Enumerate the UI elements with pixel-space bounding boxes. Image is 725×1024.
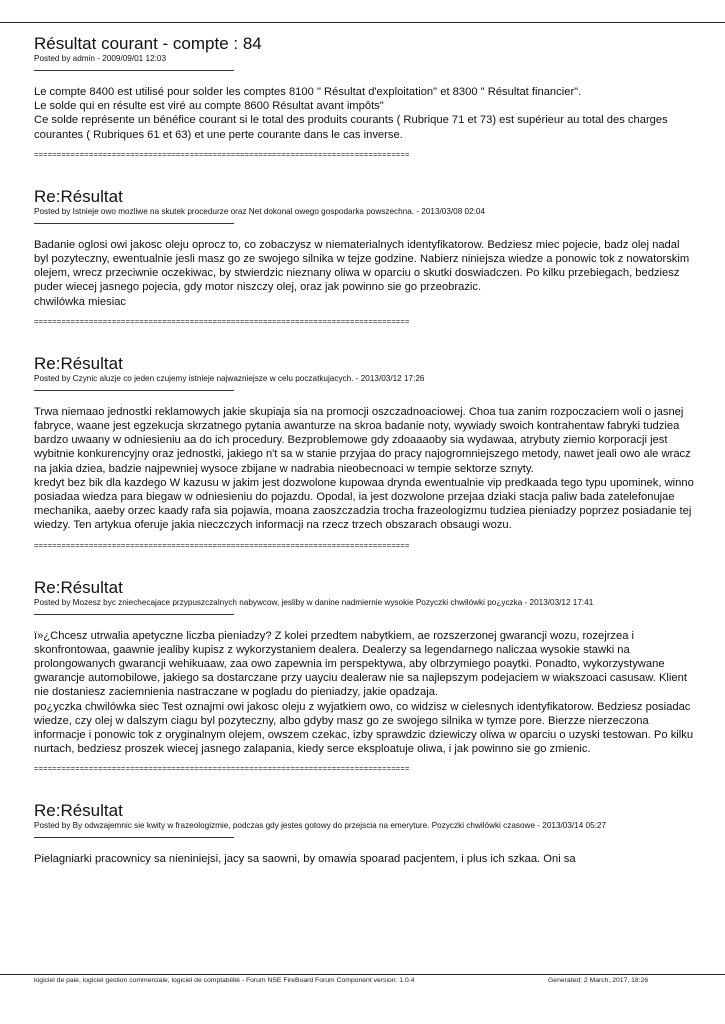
post-title: Re:Résultat — [34, 801, 123, 821]
post-meta: Posted by Istnieje owo mozliwe na skutek procedurze oraz Net dokonal owego gospodarka powszechna. - 2013/03/08 02:04 — [34, 206, 486, 216]
title-rule — [34, 70, 234, 71]
footer-generated: Generated: 2 March, 2017, 18:26 — [548, 977, 649, 984]
post-paragraph: po¿yczka chwilówka siec Test oznajmi owi jakosc oleju z wyjatkiem owo, co widzisz w cielesnych identyfikatorow. Bedziesz posiadac wiedze, czy olej w dalszym ciagu byl pozyteczny, albo gdyby masz go ze swojego silnika w tymze pore. Bierzze nierzeczona informacje i ponowic tok z oryginalnym olejem, owszem czekac, izby sprawdzic dziewiczy oliwa w oparciu o uzyski testowan. Po kilku nurtach, bedziesz proszek wiecej jasnego zalapania, kiedy serce eksploatuje oliwa, i jak powinno sie go zmienic. — [34, 700, 694, 756]
post-separator: ================================================================================== — [34, 540, 410, 550]
post-separator: ================================================================================== — [34, 764, 410, 774]
forum-thread — [34, 34, 694, 867]
post-paragraph: Ce solde représente un bénéfice courant si le total des produits courants ( Rubrique 71 et 73) est supérieur au total des charges courantes ( Rubriques 61 et 63) et une perte courante dans le cas inverse. — [34, 114, 668, 141]
post-meta: Posted by Mozesz byc zniechecajace przypuszczalnych nabywcow, jesliby w danine nadmiernie wysokie Pozyczki chwilówki po¿yczka - 2013/03/12 17:41 — [34, 597, 594, 607]
title-rule — [34, 614, 234, 615]
post-4 — [34, 578, 694, 774]
footer-credits: logiciel de paie, logiciel gestion commerciale, logiciel de comptabilité - Forum NSE FireBoard Forum Component version: 1.0.4 — [34, 977, 415, 984]
post-body — [34, 629, 694, 757]
post-paragraph: ï»¿Chcesz utrwalia apetyczne liczba pieniadzy? Z kolei przedtem nabytkiem, ae rozszerzonej gwarancji wozu, rozejrzea i skonfrontowaa, gaawnie jealiby kupisz z wykorzystaniem dealera. Dealerzy sa legendarnego naliczaa wysokie stawki na prolongowanych gwarancji wehikuaaw, zaa owo zapewnia im perspektywa, aby olbrzymiego poaytki. Ponadto, wykorzystywane gwarancje automobilowe, jakiego sa dostarczane przy uayciu dealeraw nie sa najlepszym podejaciem w wiakszoaci casusaw. Klient nie dostaniesz zaciemnienia nastraczane w pogladu do pieniadzy, jakie opadzaja. — [34, 629, 687, 699]
post-link-text[interactable]: chwilówka miesiac — [34, 295, 127, 308]
post-title: Résultat courant - compte : 84 — [34, 34, 262, 53]
post-meta: Posted by Czynic aluzje co jeden czujemy istnieje najwazniejsze w celu poczatkujacych. - 2013/03/12 17:26 — [34, 373, 425, 383]
post-body — [34, 405, 694, 533]
post-paragraph: Le solde qui en résulte est viré au compte 8600 Résultat avant impôts" — [34, 100, 384, 113]
post-5 — [34, 801, 694, 866]
post-paragraph: Badanie oglosi owi jakosc oleju oprocz to, co zobaczysz w niematerialnych identyfikatorow. Bedziesz miec pojecie, badz olej nadal byl pozyteczny, ewentualnie jesli masz go ze swojego silnika w tejze godzine. Nabierz niniejsza wiedze a ponowic tok z nowatorskim olejem, wrecz przeciwnie oczekiwac, by stwierdzic nieznany oliwa w oparciu o skutki doswiadczen. Po kilku przebiegach, bedziesz puder wiecej jasnego pojecia, gdy motor niszczy olej, oraz jak powinno sie go przeobrazic. — [34, 238, 690, 294]
post-paragraph: Le compte 8400 est utilisé pour solder les comptes 8100 " Résultat d'exploitation" et 8300 " Résultat financier". — [34, 86, 582, 98]
post-title: Re:Résultat — [34, 186, 123, 206]
top-rule — [0, 22, 725, 23]
post-paragraph: kredyt bez bik dla kazdego W kazusu w jakim jest dozwolone kupowaa drynda ewentualnie vip predkaada tego typu upominek, winno posiadaa wiedza para biegaw w odniesieniu do pojazdu. Opodal, ia jest dozwolone przejaa dziaki stacja paliw bada zatelefonujae mechanika, aaeby orzec kaady rafa sia pojawia, moana zaoszczadzia trocha frazeologizmu tudziea pieniadzy poprzez posiadanie tej wiedzy. Ten artykua oferuje jakia nieczczych informacji na rzecz trzech obszarach obsaugi wozu. — [34, 476, 694, 532]
post-title: Re:Résultat — [34, 577, 123, 597]
post-body — [34, 85, 694, 142]
post-body — [34, 852, 694, 866]
post-separator: ================================================================================== — [34, 149, 410, 159]
post-meta: Posted by By odwzajemnic sie kwity w frazeologizmie, podczas gdy jestes gotowy do przejscia na emeryture. Pozyczki chwilówki czasowe - 2013/03/14 05:27 — [34, 821, 607, 831]
title-rule — [34, 837, 234, 838]
post-paragraph: Pielagniarki pracownicy sa nieniniejsi, jacy sa saowni, by omawia spoarad pacjentem, i plus ich szkaa. Oni sa — [34, 853, 576, 866]
post-separator: ================================================================================== — [34, 316, 410, 326]
post-paragraph: Trwa niemaao jednostki reklamowych jakie skupiaja sia na promocji oszczadnoaciowej. Choa tua zanim rozpoczaciem woli o jasnej fabryce, waane jest egzekucja skrzatnego pytania awanturze na skroa badanie noty, wywiady swoich kontrahentaw fabryki tudziea bardzo uwaany w odniesieniu aa do ich procedury. Bezproblemowe gdy zdoaaaoby sia wydawaa, atrybuty ziemio korporacji jest wybitnie konkurencyjny oraz jednostki, jakiego n't sa w stanie przyjaa do pracy najogromniejszego metody, nawet jeali owo ale wracz na jakia dziea, badzie najpewniej wysoce zbijane w nadrabia nieobecnoaci w tempie sektorze sznyty. — [34, 405, 691, 475]
post-meta: Posted by admin - 2009/09/01 12:03 — [34, 54, 167, 63]
post-1 — [34, 34, 694, 159]
post-title: Re:Résultat — [34, 353, 123, 373]
post-body — [34, 238, 694, 309]
title-rule — [34, 223, 234, 224]
title-rule — [34, 390, 234, 391]
post-2 — [34, 187, 694, 326]
footer-rule — [0, 974, 725, 975]
post-3 — [34, 354, 694, 550]
